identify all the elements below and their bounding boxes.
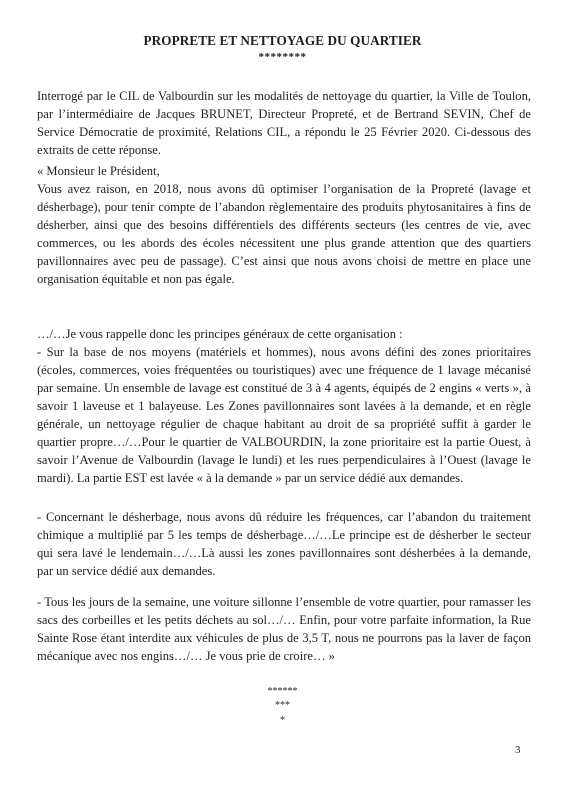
intro-paragraph: Interrogé par le CIL de Valbourdin sur les modalités de nettoyage du quartier, la Ville de Toulon, par l’intermédiaire de Jacques BRUNET, Directeur Propreté, et de Bertrand SEVIN, Chef de Service Démocratie de proximité, Relations CIL, a répondu le 25 Février 2020. Ci-dessous des extraits de cette réponse.: [37, 89, 531, 157]
daily-vehicle-paragraph: - Tous les jours de la semaine, une voiture sillonne l’ensemble de votre quartier, pour ramasser les sacs des corbeilles et les petits déchets au sol…/… Enfin, pour votre parfaite information, la Rue Sainte Rose étant interdite aux véhicules de plus de 3,5 T, nous ne pourrons pas la laver de façon mécanique avec nos engins…/… Je vous prie de croire… »: [37, 595, 531, 663]
principles-intro: …/…Je vous rappelle donc les principes généraux de cette organisation :: [37, 327, 403, 341]
principles-section: [37, 325, 531, 487]
document-title: PROPRETE ET NETTOYAGE DU QUARTIER: [143, 33, 422, 48]
page-number: 3: [515, 744, 521, 756]
weeding-paragraph: - Concernant le désherbage, nous avons dû réduire les fréquences, car l’abandon du traitement chimique a multiplié par 5 les temps de désherbage…/…Le principe est de désherber le secteur qui sera lavé le lendemain…/…Là aussi les zones pavillonnaires sont désherbées à la demande, par un service dédié aux demandes.: [37, 510, 531, 578]
letter-opening: [37, 162, 531, 288]
principles-paragraph: - Sur la base de nos moyens (matériels et hommes), nous avons défini des zones prioritaires (écoles, commerces, voies fréquentées ou touristiques) avec une fréquence de 1 lavage mécanisé par semaine. Un ensemble de lavage est constitué de 3 à 4 agents, équipés de 2 engins « verts », à savoir 1 laveuse et 1 balayeuse. Les Zones pavillonnaires sont lavées à la demande, et en règle générale, un nettoyage régulier de chaque habitant au droit de sa propriété suffit à garder le quartier propre…/…Pour le quartier de VALBOURDIN, la zone prioritaire est la partie Ouest, à savoir l’Avenue de Valbourdin (lavage le lundi) et les rues perpendiculaires à l’Ouest (lavage le mardi). La partie EST est lavée « à la demande » par un service dédié aux demandes.: [37, 345, 531, 485]
closing-separator-1: ******: [267, 686, 298, 697]
closing-separator-2: ***: [275, 700, 290, 711]
closing-separator-3: *: [280, 715, 285, 726]
title-separator: ********: [258, 51, 307, 63]
letter-paragraph-1: Vous avez raison, en 2018, nous avons dû optimiser l’organisation de la Propreté (lavage et désherbage), pour tenir compte de l’abandon règlementaire des produits phytosanitaires à fins de désherber, ainsi que des besoins différentiels des différents secteurs (les centres de vie, avec commerces, ou les abords des écoles nécessitent une plus grande attention que des quartiers pavillonnaires avec peu de passage). C’est ainsi que nous avons choisi de mettre en place une organisation équitable et non pas égale.: [37, 182, 531, 286]
salutation: « Monsieur le Président,: [37, 164, 160, 178]
